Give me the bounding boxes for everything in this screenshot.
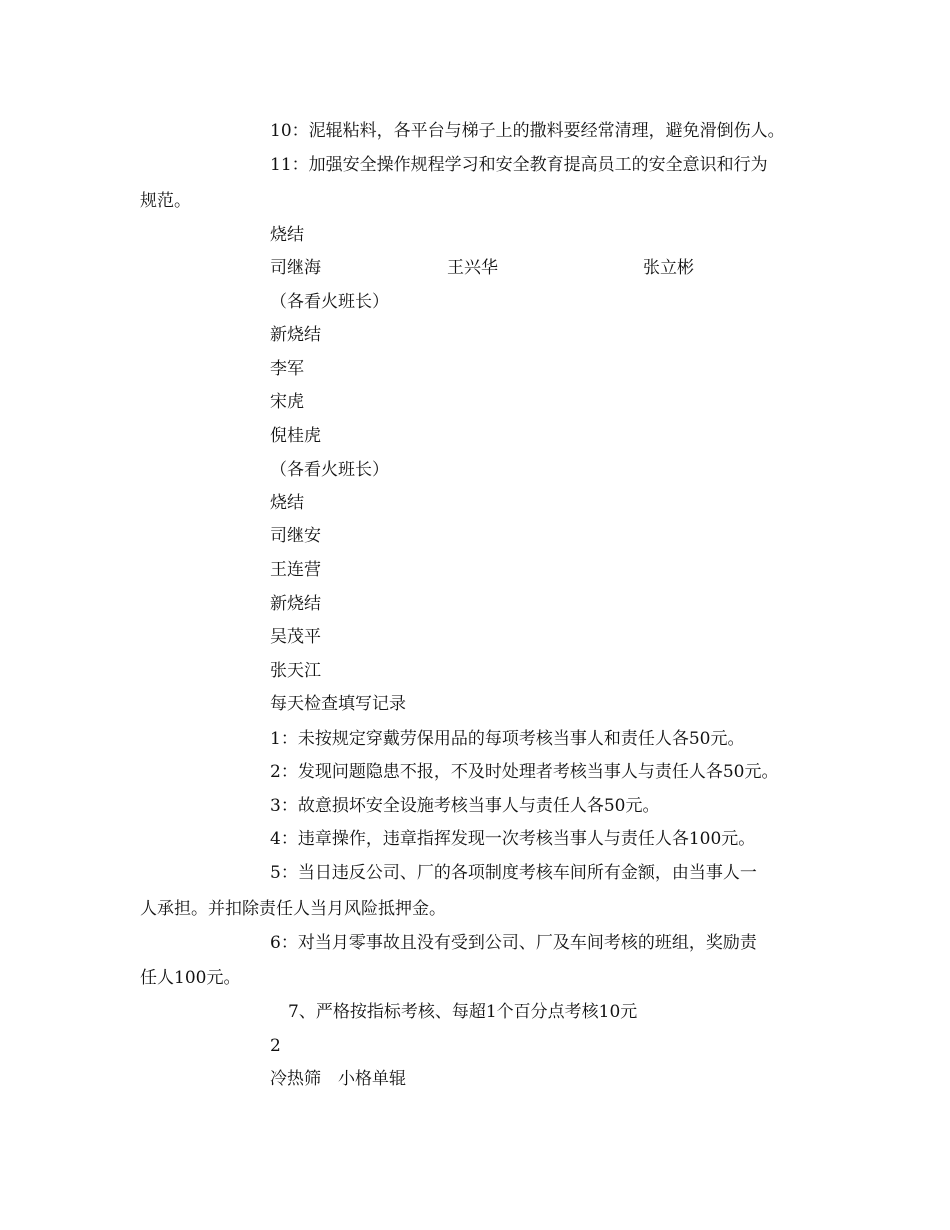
group-1-name-1: 司继海 (270, 258, 321, 278)
daily-record: 每天检查填写记录 (270, 694, 406, 714)
rule-1: 1：未按规定穿戴劳保用品的每项考核当事人和责任人各50元。 (270, 729, 745, 749)
group-4-title: 新烧结 (270, 594, 321, 614)
group-3-name-2: 王连营 (270, 560, 321, 580)
group-4-name-2: 张天江 (270, 661, 321, 681)
group-1-note: （各看火班长） (270, 292, 389, 312)
section-number: 2 (270, 1036, 281, 1056)
group-1-title: 烧结 (270, 225, 304, 245)
group-2-note: （各看火班长） (270, 460, 389, 480)
rule-3: 3：故意损坏安全设施考核当事人与责任人各50元。 (270, 796, 660, 816)
group-2-name-2: 宋虎 (270, 392, 304, 412)
rule-2: 2：发现问题隐患不报，不及时处理者考核当事人与责任人各50元。 (270, 762, 779, 782)
rule-7: 7、严格按指标考核、每超1个百分点考核10元 (288, 1002, 638, 1022)
item-10: 10：泥辊粘料，各平台与梯子上的撒料要经常清理，避免滑倒伤人。 (270, 121, 785, 141)
rule-6-line-1: 6：对当月零事故且没有受到公司、厂及车间考核的班组，奖励责 (270, 933, 757, 953)
rule-4: 4：违章操作，违章指挥发现一次考核当事人与责任人各100元。 (270, 829, 756, 849)
group-3-title: 烧结 (270, 493, 304, 513)
group-2-name-1: 李军 (270, 359, 304, 379)
rule-5-line-2: 人承担。并扣除责任人当月风险抵押金。 (140, 899, 446, 919)
group-2-title: 新烧结 (270, 325, 321, 345)
group-3-name-1: 司继安 (270, 526, 321, 546)
group-4-name-1: 吴茂平 (270, 627, 321, 647)
rule-5-line-1: 5：当日违反公司、厂的各项制度考核车间所有金额，由当事人一 (270, 863, 757, 883)
group-1-name-3: 张立彬 (643, 258, 694, 278)
rule-6-line-2: 任人100元。 (140, 968, 241, 988)
item-11-line-2: 规范。 (140, 191, 191, 211)
item-11-line-1: 11：加强安全操作规程学习和安全教育提高员工的安全意识和行为 (270, 155, 768, 175)
group-1-name-2: 王兴华 (447, 258, 498, 278)
group-2-name-3: 倪桂虎 (270, 426, 321, 446)
section-heading: 冷热筛 小格单辊 (270, 1069, 406, 1089)
